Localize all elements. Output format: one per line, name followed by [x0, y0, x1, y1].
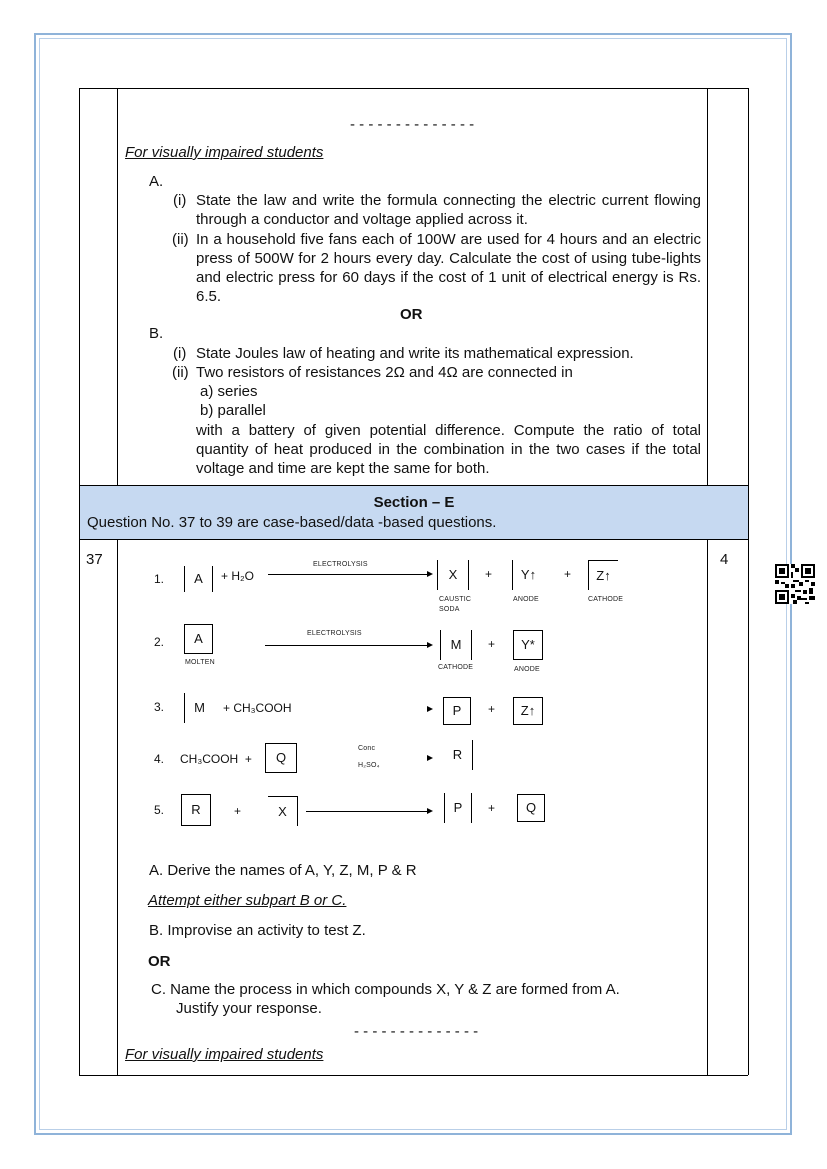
table-col	[707, 88, 708, 485]
reaction-4-condition: H₂SO₄	[358, 762, 380, 769]
b-i-num: (i)	[173, 345, 187, 362]
a-i-num: (i)	[173, 192, 187, 209]
question-b: B. Improvise an activity to test Z.	[149, 922, 366, 939]
reaction-1-x-label: SODA	[439, 606, 460, 613]
reaction-2-y-label: ANODE	[514, 666, 540, 673]
reaction-2-plus: +	[488, 637, 496, 651]
reaction-1-x: X	[437, 560, 469, 590]
reaction-3-plus: +	[488, 702, 496, 716]
reaction-1-number: 1.	[154, 572, 165, 586]
or-text: OR	[148, 953, 171, 970]
reaction-2-a: A	[184, 624, 213, 654]
or-text: OR	[400, 306, 423, 323]
reaction-3-arrowhead	[427, 706, 433, 712]
option-b-label: B.	[149, 325, 164, 342]
reaction-1-x-label: CAUSTIC	[439, 596, 472, 603]
reaction-1-y: Y↑	[512, 560, 544, 590]
table-line	[79, 485, 748, 486]
reaction-2-arrowhead	[427, 642, 433, 648]
b-ii-num: (ii)	[172, 364, 189, 381]
b-ii-text: Two resistors of resistances 2Ω and 4Ω are connected in	[196, 364, 573, 381]
reaction-3-z: Z↑	[513, 697, 543, 725]
attempt-instruction: Attempt either subpart B or C.	[148, 892, 347, 909]
separator-dashes: - - - - - - - - - - - - - -	[354, 1023, 479, 1040]
reaction-5-r: R	[181, 794, 211, 826]
reaction-4-q: Q	[265, 743, 297, 773]
reaction-1-a: A	[184, 566, 213, 592]
b-ii-continuation: with a battery of given potential difference. Compute the ratio of total quantity of heat produced in the combination in the two cases if the total voltage and time are kept the same for both.	[196, 422, 701, 477]
reaction-1-z: Z↑	[588, 560, 618, 590]
reaction-4-reactant: CH₃COOH +	[180, 752, 252, 766]
reaction-3-m: M	[184, 693, 214, 723]
reaction-5-x: X	[268, 796, 298, 826]
reaction-3-reagent: + CH₃COOH	[223, 701, 292, 715]
separator-dashes: - - - - - - - - - - - - - -	[350, 116, 475, 133]
reaction-1-plus: +	[564, 567, 572, 581]
reaction-1-arrowhead	[427, 571, 433, 577]
section-subtitle: Question No. 37 to 39 are case-based/data -based questions.	[87, 514, 497, 531]
reaction-2-m: M	[440, 630, 472, 660]
a-ii-text: In a household five fans each of 100W are used for 4 hours and an electric press of 500W for 2 hours every day. Calculate the cost of using tube-lights and electric press for 60 days if the cost of 1 unit of electrical energy is Rs. 6.5.	[196, 231, 701, 305]
reaction-5-q: Q	[517, 794, 545, 822]
table-line	[79, 539, 748, 540]
reaction-3-p: P	[443, 697, 471, 725]
reaction-2-arrow	[265, 645, 428, 646]
option-a-label: A.	[149, 173, 164, 190]
visually-impaired-heading: For visually impaired students	[125, 144, 324, 161]
reaction-4-r: R	[443, 740, 473, 770]
table-left	[79, 88, 80, 1075]
reaction-1-arrow	[268, 574, 428, 575]
reaction-5-arrow	[306, 811, 428, 812]
reaction-4-number: 4.	[154, 752, 165, 766]
question-number: 37	[86, 551, 103, 568]
table-col	[707, 539, 708, 1075]
a-i-text: State the law and write the formula connecting the electric current flowing through a conductor and voltage applied across it.	[196, 192, 701, 228]
reaction-5-number: 5.	[154, 803, 165, 817]
b-ii-a: a) series	[200, 383, 258, 400]
table-bottom	[79, 1075, 748, 1076]
visually-impaired-heading: For visually impaired students	[125, 1046, 324, 1063]
reaction-5-arrowhead	[427, 808, 433, 814]
reaction-5-p: P	[444, 793, 472, 823]
table-col	[117, 539, 118, 1075]
question-a: A. Derive the names of A, Y, Z, M, P & R	[149, 862, 417, 879]
reaction-3-number: 3.	[154, 700, 165, 714]
reaction-1-plus-water: + H₂O	[221, 569, 254, 583]
reaction-4-arrowhead	[427, 755, 433, 761]
reaction-2-number: 2.	[154, 635, 165, 649]
question-c-continuation: Justify your response.	[176, 1000, 322, 1017]
section-title: Section – E	[373, 494, 455, 511]
reaction-2-y: Y*	[513, 630, 543, 660]
qr-code-icon	[775, 564, 815, 604]
reaction-1-z-label: CATHODE	[588, 596, 624, 603]
reaction-2-m-label: CATHODE	[438, 664, 474, 671]
question-marks: 4	[720, 551, 729, 568]
reaction-1-condition: ELECTROLYSIS	[313, 561, 368, 568]
b-ii-b: b) parallel	[200, 402, 266, 419]
a-ii-num: (ii)	[172, 231, 189, 248]
reaction-5-plus: +	[234, 804, 242, 818]
reaction-2-a-label: MOLTEN	[185, 659, 215, 666]
reaction-1-plus: +	[485, 567, 493, 581]
b-i-text: State Joules law of heating and write its mathematical expression.	[196, 345, 634, 362]
table-top	[79, 88, 748, 89]
question-c: C. Name the process in which compounds X, Y & Z are formed from A.	[151, 981, 620, 998]
table-right	[748, 88, 749, 1075]
reaction-5-plus: +	[488, 801, 496, 815]
reaction-4-condition: Conc	[358, 745, 376, 752]
reaction-1-y-label: ANODE	[513, 596, 539, 603]
reaction-2-condition: ELECTROLYSIS	[307, 630, 362, 637]
table-col	[117, 88, 118, 485]
